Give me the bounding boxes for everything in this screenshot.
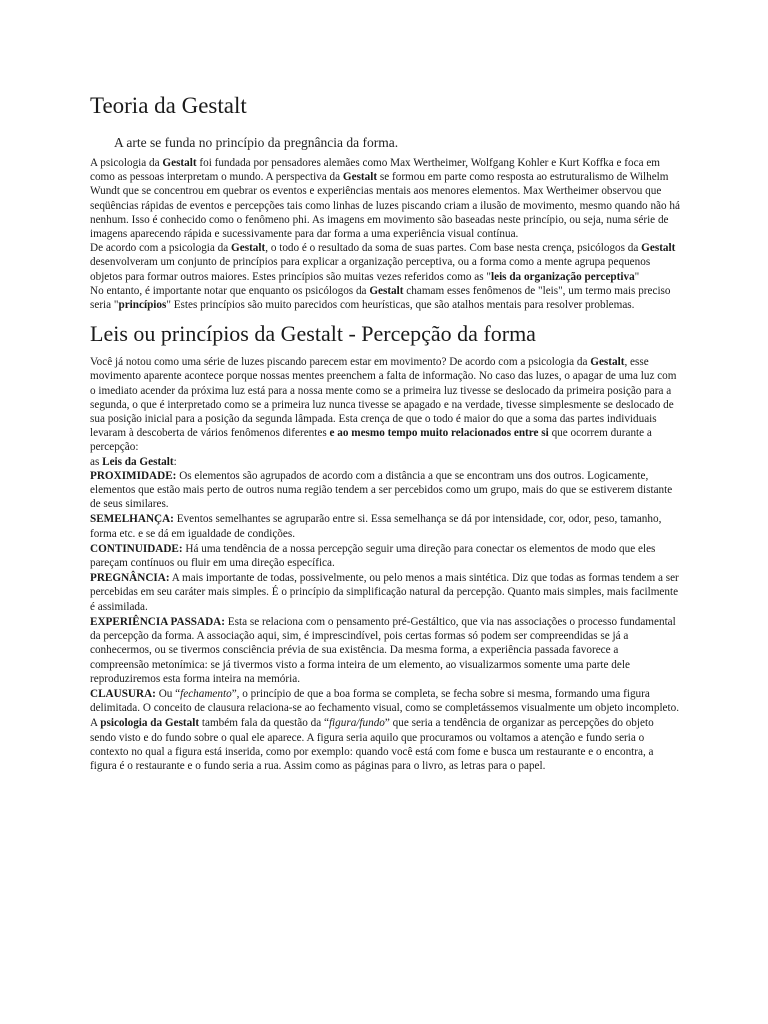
intro-paragraph-3: No entanto, é importante notar que enquanto os psicólogos da Gestalt chamam esses fenômenos de "leis", um termo mais preciso seria "princípios" Estes princípios são muito parecidos com heurísticas, que são atalhos mentais para resolver problemas. [90,284,671,312]
law-closure: CLAUSURA: Ou “fechamento”, o princípio de que a boa forma se completa, se fecha sobre si mesma, formando uma figura delimitada. O conceito de clausura relaciona-se ao fechamento visual, como se completássemos visualmente um objeto incompleto. [90,687,680,715]
law-pregnance: PREGNÂNCIA: A mais importante de todas, possivelmente, ou pelo menos a mais sintética. Diz que todas as formas tendem a ser percebidas em seu caráter mais simples. É o princípio da simplificação natural da percepção. Quanto mais simples, mais facilmente é assimilada. [90,572,679,613]
laws-intro: as Leis da Gestalt: [90,455,177,468]
law-similarity: SEMELHANÇA: Eventos semelhantes se agruparão entre si. Essa semelhança se dá por intensidade, cor, odor, peso, tamanho, forma etc. e se dá em igualdade de condições. [90,513,662,540]
section-paragraph: Você já notou como uma série de luzes piscando parecem estar em movimento? De acordo com a psicologia da Gestalt, esse movimento aparente acontece porque nossas mentes preenchem a falta de informação. No caso das luzes, o apagar de uma luz com o imediato acender da próxima luz está para a nossa mente como se a primeira luz tivesse se deslocado da primeira posição para a segunda, o que é interpretado como se a primeira luz nunca tivesse se apagado e na verdade, tivesse simplesmente se deslocado de sua posição inicial para a posição da segunda lâmpada. Esta crença de que o todo é maior do que a soma das partes individuais levaram à descoberta de vários fenômenos diferentes e ao mesmo tempo muito relacionados entre si que ocorrem durante a percepção: [90,356,677,454]
page-title: Teoria da Gestalt [90,93,247,118]
law-past-experience: EXPERIÊNCIA PASSADA: Esta se relaciona com o pensamento pré-Gestáltico, que via nas associações o processo fundamental da percepção da forma. A associação aqui, sim, é imprescindível, pois certas formas só podem ser compreendidas se já a conhecermos, ou se tivermos consciência prévia de sua existência. Da mesma forma, a experiência passada favorece a compreensão metonímica: se já tivermos visto a forma inteira de um elemento, ao visualizarmos somente uma parte dele reproduziremos esta forma inteira na memória. [90,615,676,685]
document-page [90,92,680,773]
law-proximity: PROXIMIDADE: Os elementos são agrupados de acordo com a distância a que se encontram uns dos outros. Logicamente, elementos que estão mais perto de outros numa região tendem a ser percebidos como um grupo, mais do que se estiverem distante de seus similares. [90,469,673,511]
law-continuity: CONTINUIDADE: Há uma tendência de a nossa percepção seguir uma direção para conectar os elementos de modo que eles pareçam contínuos ou fluir em uma direção específica. [90,542,656,570]
subtitle: A arte se funda no princípio da pregnância da forma. [114,135,399,150]
section-heading: Leis ou princípios da Gestalt - Percepção da forma [90,321,536,347]
intro-paragraph-1: A psicologia da Gestalt foi fundada por pensadores alemães como Max Wertheimer, Wolfgang Kohler e Kurt Koffka e foca em como as pessoas interpretam o mundo. A perspectiva da Gestalt se formou em parte como resposta ao estruturalismo de Wilhelm Wundt que se concentrou em quebrar os eventos e experiências mentais aos menores elementos. Max Wertheimer observou que seqüências rápidas de eventos e percepções tais como linhas de luzes piscando criam a ilusão de movimento, mesmo quando não há nenhum. Isso é conhecido como o fenômeno phi. As imagens em movimento são baseadas neste princípio, ou seja, numa série de imagens aparecendo rápida e sucessivamente para dar forma a uma experiência visual contínua. [90,157,680,241]
figure-ground-paragraph: A psicologia da Gestalt também fala da questão da “figura/fundo” que seria a tendência de organizar as percepções do objeto sendo visto e do fundo sobre o qual ele aparece. A figura seria aquilo que procuramos ou voltamos a atenção e fundo seria o contexto no qual a figura está inserida, como por exemplo: quando você está com fome e busca um restaurante e o encontra, a figura é o restaurante e o fundo seria a rua. Assim como as páginas para o livro, as letras para o papel. [90,717,654,772]
intro-paragraph-2: De acordo com a psicologia da Gestalt, o todo é o resultado da soma de suas partes. Com base nesta crença, psicólogos da Gestalt desenvolveram um conjunto de princípios para explicar a organização perceptiva, ou a forma como a mente agrupa pequenos objetos para formar outros maiores. Estes princípios são muitas vezes referidos como as "leis da organização perceptiva" [90,242,676,283]
